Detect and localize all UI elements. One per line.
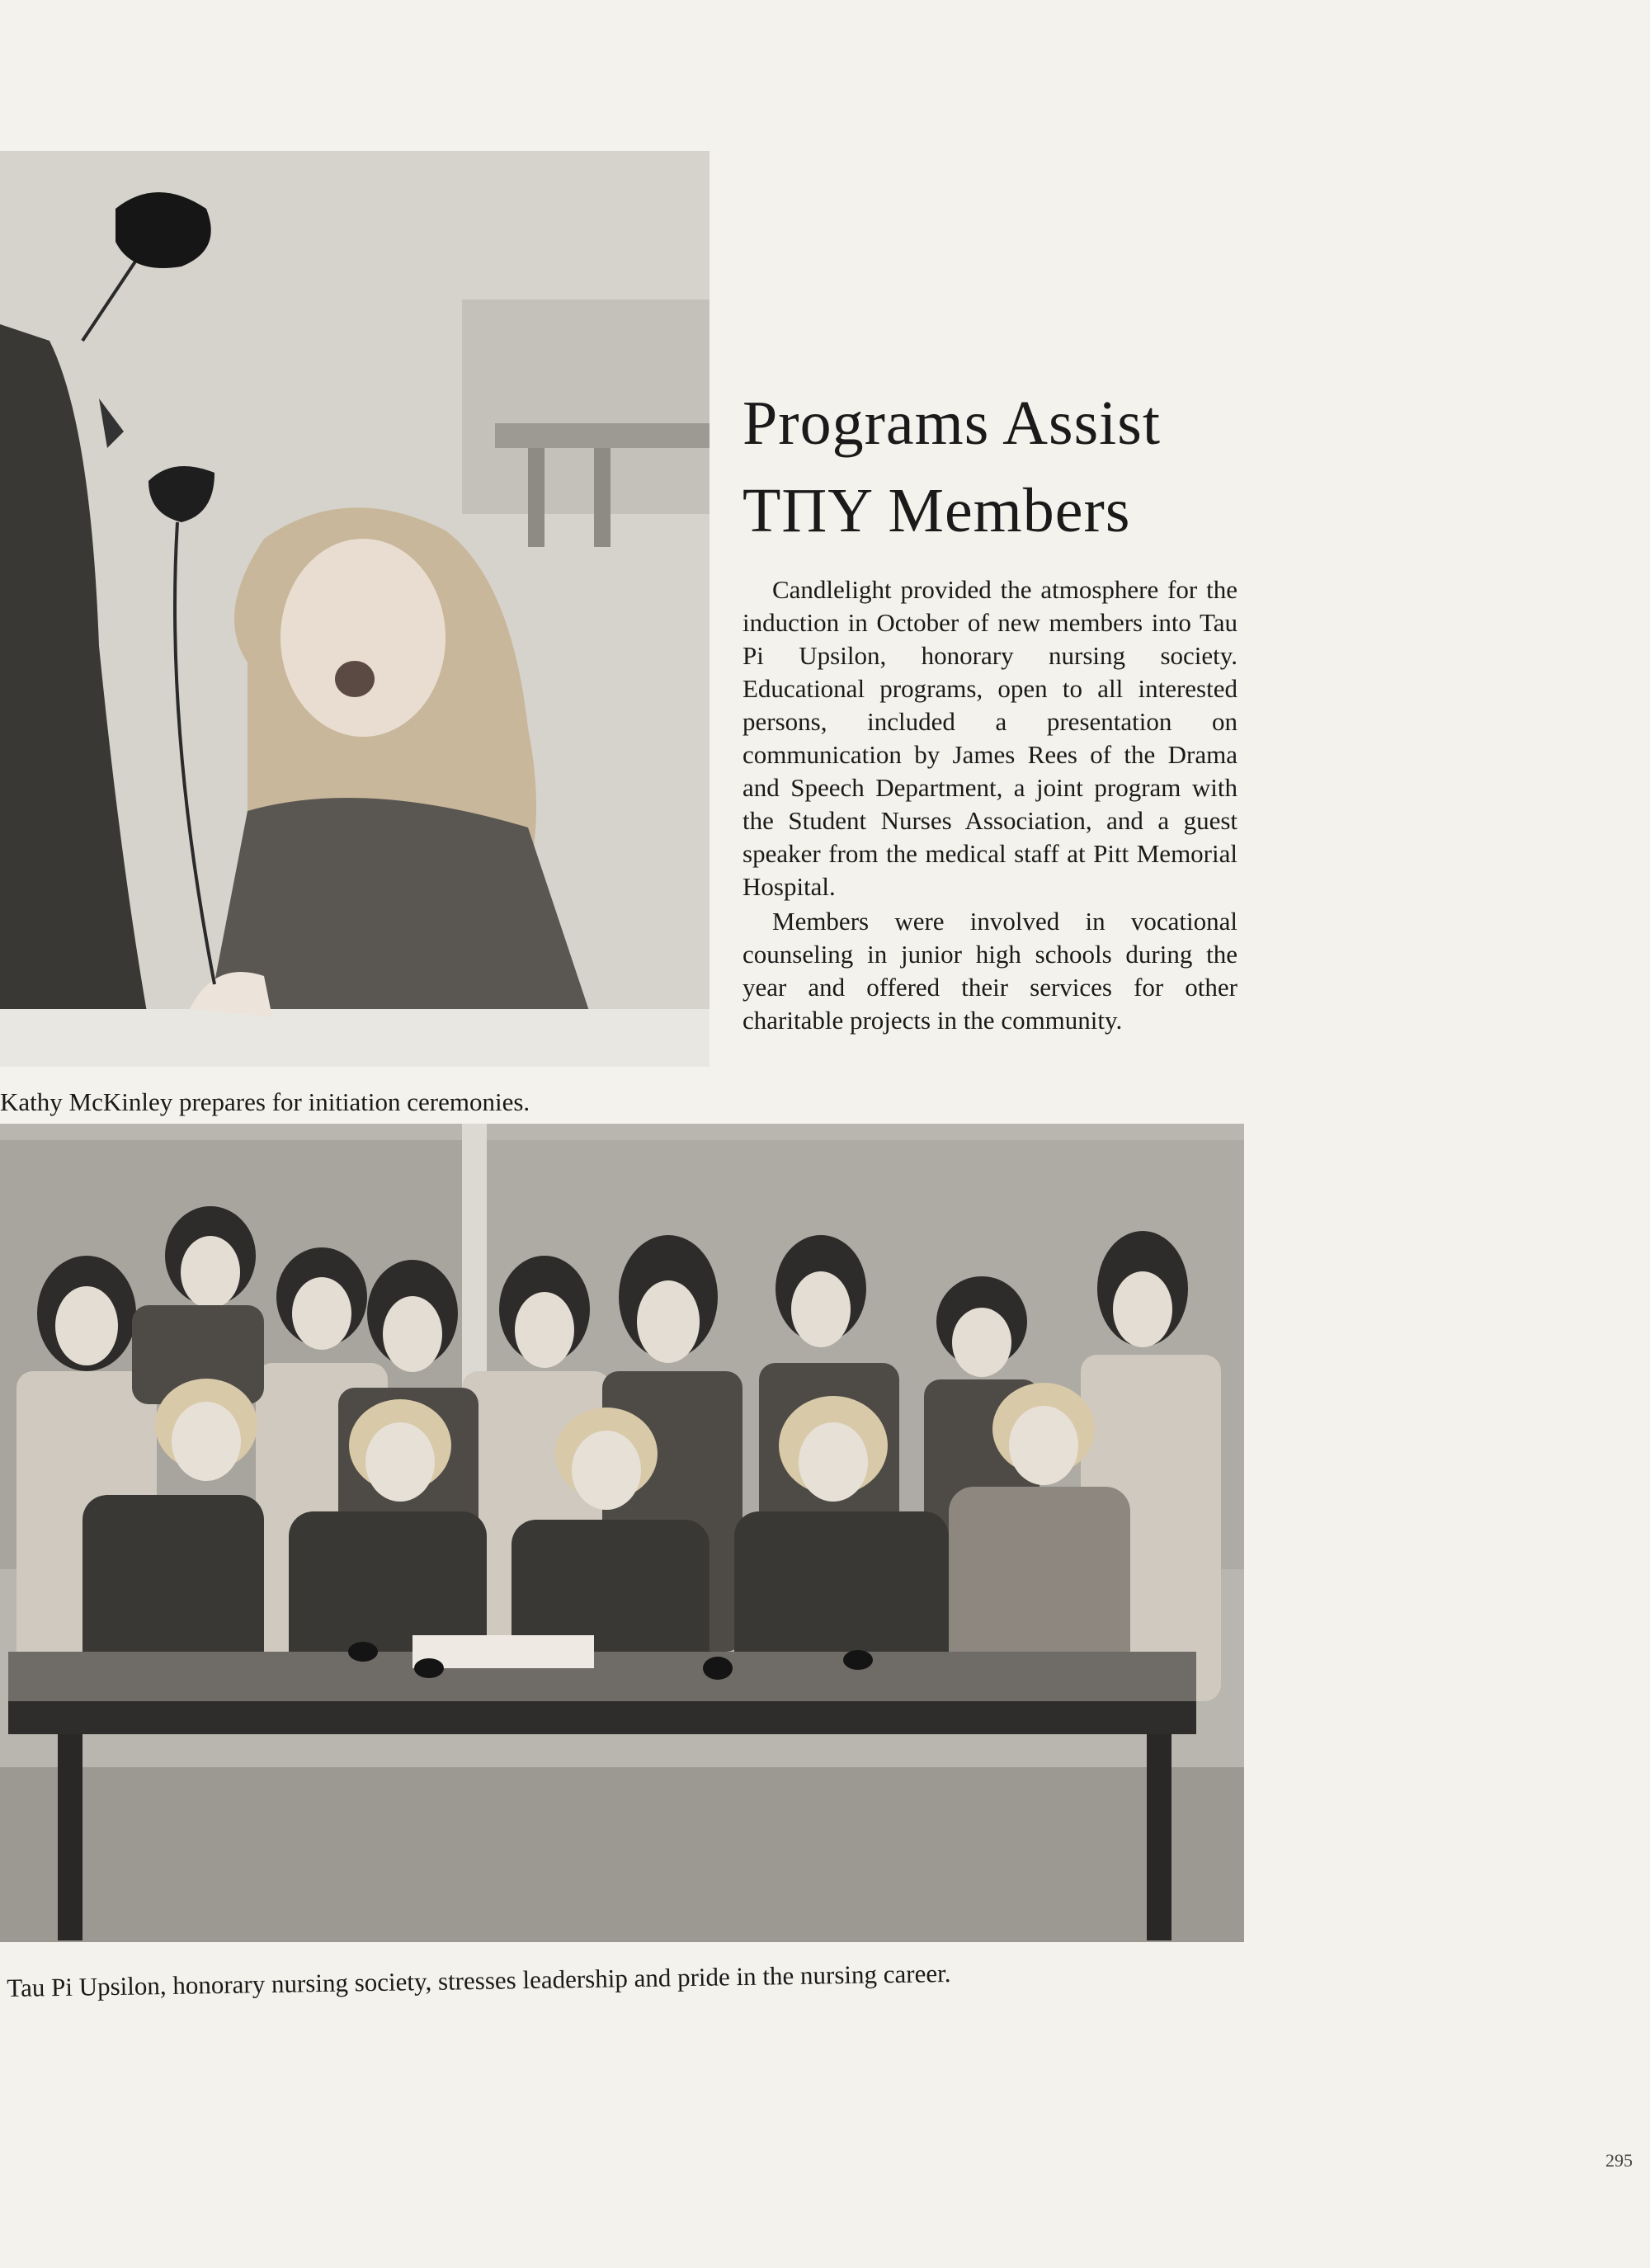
- headline-line-2: TΠΥ Members: [742, 476, 1131, 545]
- page-number: 295: [1605, 2150, 1633, 2171]
- headline: [742, 380, 1270, 554]
- photo-woman-with-rose: [0, 151, 710, 1067]
- article-body: [742, 573, 1238, 1039]
- article-paragraph-1: Candlelight provided the atmosphere for the induction in October of new members into Tau Pi Upsilon, honorary nursing society. Educational programs, open to all interested persons, included a presentation on communication by James Rees of the Drama and Speech Department, a joint program with the Student Nurses Association, and a guest speaker from the medical staff at Pitt Memorial Hospital.: [742, 575, 1238, 901]
- photo-group-portrait-graphic: [0, 1124, 1244, 1942]
- caption-top-photo: Kathy McKinley prepares for initiation ceremonies.: [0, 1087, 530, 1116]
- photo-woman-with-rose-graphic: [0, 151, 710, 1067]
- photo-group-portrait: [0, 1124, 1244, 1942]
- caption-bottom-photo: Tau Pi Upsilon, honorary nursing society, stresses leadership and pride in the nursing career.: [7, 1959, 951, 2002]
- article-paragraph-2: Members were involved in vocational counseling in junior high schools during the year and offered their services for other charitable projects in the community.: [742, 907, 1238, 1035]
- headline-line-1: Programs Assist: [742, 389, 1161, 458]
